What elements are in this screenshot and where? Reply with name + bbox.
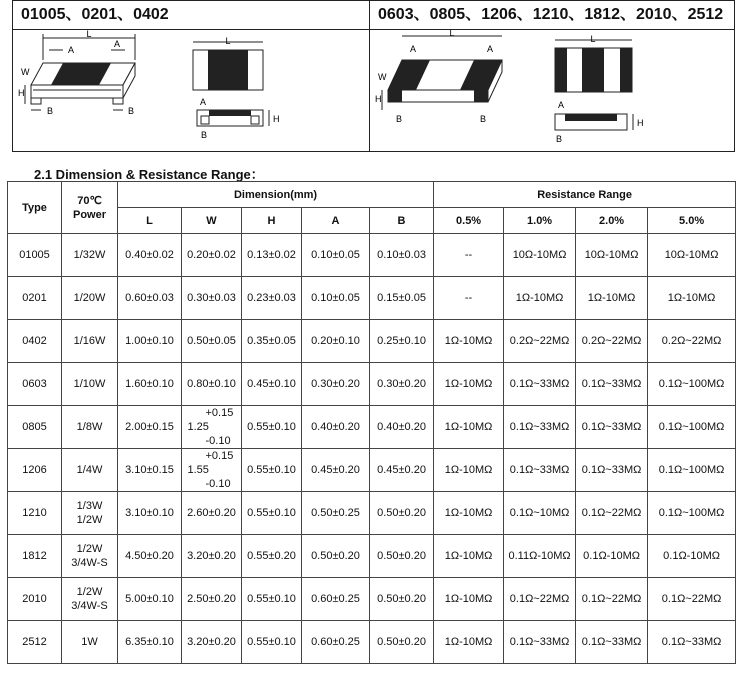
cell-r2: 10Ω-10MΩ	[576, 234, 648, 277]
cell-h: 0.23±0.03	[242, 277, 302, 320]
cell-w: 3.20±0.20	[182, 621, 242, 664]
tolerance-base: 1.55	[187, 464, 209, 476]
cell-type: 0402	[8, 320, 62, 363]
cell-b: 0.25±0.10	[370, 320, 434, 363]
dim-label-a-right-large: A	[487, 44, 494, 54]
cell-r1: 1Ω-10MΩ	[504, 277, 576, 320]
dim-label-b-right: B	[128, 106, 135, 116]
cell-r5: 1Ω-10MΩ	[648, 277, 736, 320]
cell-l: 2.00±0.15	[118, 406, 182, 449]
chip-top-view-large	[555, 34, 644, 144]
cell-a: 0.30±0.20	[302, 363, 370, 406]
dim-label-w-large: W	[378, 72, 387, 82]
cell-r5: 10Ω-10MΩ	[648, 234, 736, 277]
cell-type: 0805	[8, 406, 62, 449]
cell-r05: --	[434, 234, 504, 277]
cell-w: 0.20±0.02	[182, 234, 242, 277]
cell-r05: 1Ω-10MΩ	[434, 363, 504, 406]
cell-r5: 0.1Ω~33MΩ	[648, 621, 736, 664]
tolerance-base: 1.25	[187, 421, 209, 433]
cell-r1: 0.1Ω~22MΩ	[504, 578, 576, 621]
cell-power	[62, 578, 118, 621]
table-row	[8, 363, 736, 406]
cell-r2: 0.1Ω~22MΩ	[576, 578, 648, 621]
cell-a: 0.50±0.20	[302, 535, 370, 578]
cell-w: 0.80±0.10	[182, 363, 242, 406]
tolerance-minus: -0.10	[205, 435, 231, 447]
cell-power	[62, 234, 118, 277]
cell-l: 3.10±0.15	[118, 449, 182, 492]
dim-label-h: H	[18, 88, 25, 98]
cell-type: 0201	[8, 277, 62, 320]
power-rating: 1/2W	[76, 586, 103, 598]
cell-r1: 0.1Ω~33MΩ	[504, 449, 576, 492]
cell-power	[62, 277, 118, 320]
power-rating: 1/16W	[73, 335, 106, 347]
cell-w	[182, 406, 242, 449]
cell-type: 2512	[8, 621, 62, 664]
power-rating: 1/3W	[76, 500, 103, 512]
dim-label-h-large: H	[375, 94, 382, 104]
cell-power	[62, 320, 118, 363]
header-power	[62, 182, 118, 234]
cell-l: 5.00±0.10	[118, 578, 182, 621]
side-view-label-b: B	[201, 130, 208, 140]
header-type: Type	[8, 182, 62, 234]
section-title: 2.1 Dimension & Resistance Range：	[34, 167, 264, 182]
header-tolerance-05: 0.5%	[434, 208, 504, 234]
power-rating: 3/4W-S	[71, 600, 108, 612]
header-power-temp: 70℃	[77, 194, 102, 207]
cell-l: 0.40±0.02	[118, 234, 182, 277]
cell-r2: 1Ω-10MΩ	[576, 277, 648, 320]
cell-r1: 0.1Ω~33MΩ	[504, 406, 576, 449]
cell-l: 6.35±0.10	[118, 621, 182, 664]
cell-l: 4.50±0.20	[118, 535, 182, 578]
table-row	[8, 320, 736, 363]
power-rating: 1/2W	[76, 514, 103, 526]
chip-resistor-drawing-small	[13, 30, 369, 150]
cell-l: 1.00±0.10	[118, 320, 182, 363]
cell-h: 0.55±0.10	[242, 578, 302, 621]
cell-h: 0.55±0.20	[242, 535, 302, 578]
dim-label-w: W	[21, 67, 30, 77]
cell-h: 0.55±0.10	[242, 492, 302, 535]
cell-power	[62, 621, 118, 664]
cell-a: 0.60±0.25	[302, 578, 370, 621]
cell-b: 0.15±0.05	[370, 277, 434, 320]
cell-r5: 0.1Ω~100MΩ	[648, 492, 736, 535]
table-row	[8, 234, 736, 277]
cell-power	[62, 535, 118, 578]
power-rating: 1/8W	[76, 421, 103, 433]
power-rating: 1/20W	[73, 292, 106, 304]
cell-b: 0.40±0.20	[370, 406, 434, 449]
power-rating: 1/4W	[76, 464, 103, 476]
diagram-panel-large-sizes	[369, 0, 735, 152]
table-row	[8, 449, 736, 492]
cell-r5: 0.1Ω~100MΩ	[648, 363, 736, 406]
cell-b: 0.30±0.20	[370, 363, 434, 406]
cell-h: 0.45±0.10	[242, 363, 302, 406]
cell-b: 0.10±0.03	[370, 234, 434, 277]
cell-r2: 0.1Ω~33MΩ	[576, 406, 648, 449]
asymmetric-tolerance	[188, 406, 236, 448]
cell-r2: 0.1Ω-10MΩ	[576, 535, 648, 578]
cell-power	[62, 492, 118, 535]
side-view-label-b-large: B	[556, 134, 563, 144]
dim-label-a-left: A	[67, 45, 75, 55]
cell-h: 0.55±0.10	[242, 449, 302, 492]
cell-h: 0.13±0.02	[242, 234, 302, 277]
asymmetric-tolerance	[188, 449, 236, 491]
table-row	[8, 621, 736, 664]
dimension-resistance-table	[7, 181, 736, 664]
power-rating: 1/2W	[76, 543, 103, 555]
cell-r05: 1Ω-10MΩ	[434, 449, 504, 492]
tolerance-minus: -0.10	[205, 478, 231, 490]
cell-r5: 0.1Ω-10MΩ	[648, 535, 736, 578]
cell-type: 0603	[8, 363, 62, 406]
cell-l: 0.60±0.03	[118, 277, 182, 320]
dim-label-l-large: L	[449, 30, 455, 38]
power-rating: 1W	[81, 636, 98, 648]
table-row	[8, 578, 736, 621]
cell-l: 1.60±0.10	[118, 363, 182, 406]
cell-power	[62, 406, 118, 449]
tolerance-plus: +0.15	[205, 450, 234, 462]
cell-r2: 0.1Ω~33MΩ	[576, 449, 648, 492]
cell-r05: 1Ω-10MΩ	[434, 492, 504, 535]
cell-r05: 1Ω-10MΩ	[434, 320, 504, 363]
header-tolerance-2: 2.0%	[576, 208, 648, 234]
chip-isometric-small	[31, 63, 135, 104]
cell-b: 0.50±0.20	[370, 535, 434, 578]
cell-r05: 1Ω-10MΩ	[434, 535, 504, 578]
cell-type: 1210	[8, 492, 62, 535]
cell-r1: 10Ω-10MΩ	[504, 234, 576, 277]
cell-a: 0.20±0.10	[302, 320, 370, 363]
top-view-label-l-large: L	[590, 34, 596, 44]
side-view-label-h-large: H	[637, 118, 644, 128]
cell-r05: --	[434, 277, 504, 320]
header-w: W	[182, 208, 242, 234]
cell-r5: 0.1Ω~100MΩ	[648, 449, 736, 492]
cell-type: 1812	[8, 535, 62, 578]
cell-r5: 0.2Ω~22MΩ	[648, 320, 736, 363]
cell-b: 0.50±0.20	[370, 578, 434, 621]
chip-isometric-large	[388, 60, 502, 102]
header-power-label: Power	[72, 208, 106, 221]
diagram-panel-small-sizes	[12, 0, 370, 152]
cell-r2: 0.1Ω~22MΩ	[576, 492, 648, 535]
cell-a: 0.60±0.25	[302, 621, 370, 664]
power-rating: 1/10W	[73, 378, 106, 390]
cell-h: 0.55±0.10	[242, 406, 302, 449]
power-rating: 3/4W-S	[71, 557, 108, 569]
table-row	[8, 277, 736, 320]
header-dimension-group: Dimension(mm)	[118, 182, 434, 208]
cell-r1: 0.11Ω-10MΩ	[504, 535, 576, 578]
cell-w	[182, 449, 242, 492]
cell-r2: 0.2Ω~22MΩ	[576, 320, 648, 363]
cell-type: 01005	[8, 234, 62, 277]
cell-b: 0.50±0.20	[370, 492, 434, 535]
cell-r1: 0.1Ω~10MΩ	[504, 492, 576, 535]
side-view-label-a: A	[200, 97, 207, 107]
cell-r05: 1Ω-10MΩ	[434, 406, 504, 449]
cell-r1: 0.2Ω~22MΩ	[504, 320, 576, 363]
dim-label-b-right-large: B	[480, 114, 487, 124]
dim-label-a-right: A	[113, 39, 121, 49]
header-l: L	[118, 208, 182, 234]
top-view-label-l: L	[225, 36, 231, 46]
cell-w: 0.50±0.05	[182, 320, 242, 363]
cell-r05: 1Ω-10MΩ	[434, 621, 504, 664]
tolerance-plus: +0.15	[205, 407, 234, 419]
cell-w: 2.50±0.20	[182, 578, 242, 621]
cell-r1: 0.1Ω~33MΩ	[504, 621, 576, 664]
table-row	[8, 492, 736, 535]
cell-power	[62, 449, 118, 492]
cell-power	[62, 363, 118, 406]
dim-label-l: L	[86, 30, 92, 39]
cell-r2: 0.1Ω~33MΩ	[576, 363, 648, 406]
dim-label-b-left: B	[47, 106, 54, 116]
cell-h: 0.55±0.10	[242, 621, 302, 664]
cell-type: 1206	[8, 449, 62, 492]
cell-r2: 0.1Ω~33MΩ	[576, 621, 648, 664]
header-tolerance-5: 5.0%	[648, 208, 736, 234]
table-row	[8, 406, 736, 449]
panel-title-large-sizes: 0603、0805、1206、1210、1812、2010、2512	[370, 1, 734, 30]
cell-l: 3.10±0.10	[118, 492, 182, 535]
table-row	[8, 535, 736, 578]
header-resistance-group: Resistance Range	[434, 182, 736, 208]
side-view-label-h: H	[273, 114, 280, 124]
cell-w: 0.30±0.03	[182, 277, 242, 320]
dim-label-a-left-large: A	[410, 44, 417, 54]
cell-r05: 1Ω-10MΩ	[434, 578, 504, 621]
cell-a: 0.10±0.05	[302, 234, 370, 277]
cell-a: 0.10±0.05	[302, 277, 370, 320]
cell-r1: 0.1Ω~33MΩ	[504, 363, 576, 406]
header-b: B	[370, 208, 434, 234]
cell-r5: 0.1Ω~100MΩ	[648, 406, 736, 449]
cell-b: 0.50±0.20	[370, 621, 434, 664]
power-rating: 1/32W	[73, 249, 106, 261]
cell-r5: 0.1Ω~22MΩ	[648, 578, 736, 621]
header-a: A	[302, 208, 370, 234]
dim-label-b-left-large: B	[396, 114, 403, 124]
chip-resistor-drawing-large	[370, 30, 734, 150]
cell-type: 2010	[8, 578, 62, 621]
header-tolerance-1: 1.0%	[504, 208, 576, 234]
cell-b: 0.45±0.20	[370, 449, 434, 492]
cell-a: 0.45±0.20	[302, 449, 370, 492]
header-h: H	[242, 208, 302, 234]
panel-title-small-sizes: 01005、0201、0402	[13, 1, 369, 30]
chip-top-view-small	[193, 36, 280, 140]
cell-w: 3.20±0.20	[182, 535, 242, 578]
cell-a: 0.40±0.20	[302, 406, 370, 449]
side-view-label-a-large: A	[558, 100, 565, 110]
cell-h: 0.35±0.05	[242, 320, 302, 363]
cell-w: 2.60±0.20	[182, 492, 242, 535]
cell-a: 0.50±0.25	[302, 492, 370, 535]
